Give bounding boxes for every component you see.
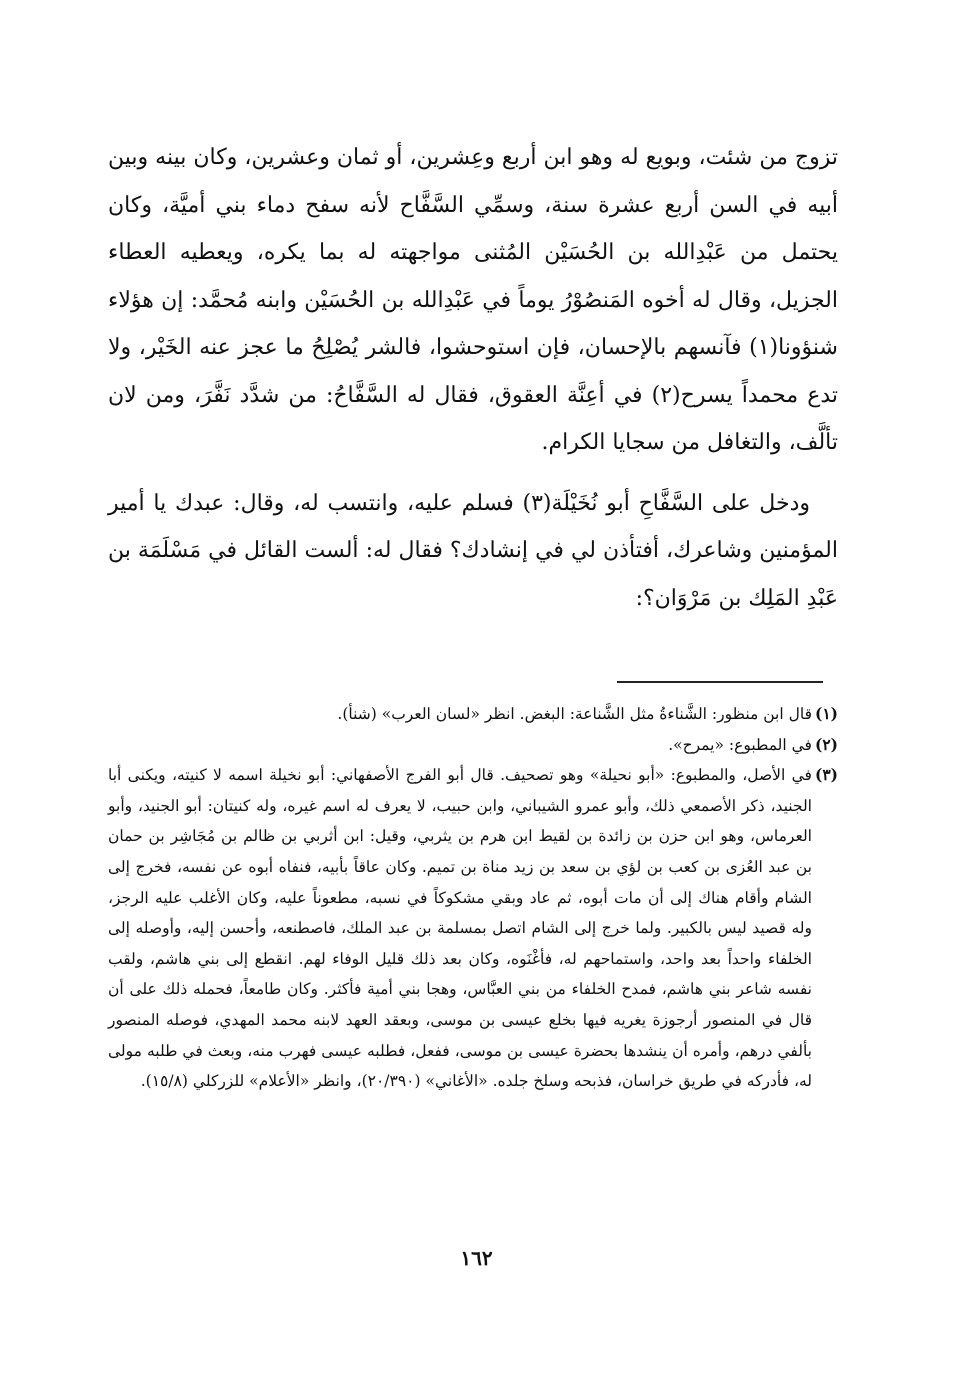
footnote-text: قال ابن منظور: الشَّناءةُ مثل الشَّناعة: البغض. انظر «لسان العرب» (شنأ).: [337, 705, 812, 723]
main-text: [108, 134, 838, 622]
footnotes: [108, 699, 838, 1097]
footnote-separator: [617, 681, 823, 683]
footnote-text: في المطبوع: «يمرح».: [668, 735, 812, 754]
footnote-text: في الأصل، والمطبوع: «أبو نحيلة» وهو تصحيف. قال أبو الفرج الأصفهاني: أبو نخيلة اسمه لا كنيته، ويكنى أبا الجنيد، ذكر الأصمعي ذلك، وأبو عمرو الشيباني، وابن حبيب، لا يعرف له اسم غيره، وله كنيتان: أبو الجنيد، وأبو العرماس، وهو ابن حزن بن زائدة بن لقيط ابن هرم بن يثربي، وقيل: ابن أثربي بن ظالم بن مُجَاشِر بن حمان بن عبد العُزى بن كعب بن لؤي بن سعد بن زيد مناة بن تميم. وكان عاقاً بأبيه، فنفاه أبوه عن نفسه، فخرج إلى الشام وأقام هناك إلى أن مات أبوه، ثم عاد وبقي مشكوكاً في نسبه، مطعوناً عليه، وكان الأغلب عليه الرجز، وله قصيد ليس بالكبير. ولما خرج إلى الشام اتصل بمسلمة بن عبد الملك، فاصطنعه، وأحسن إليه، وأوصله إلى الخلفاء واحداً بعد واحد، واستماحهم له، فأغْنَوه، وكان بعد ذلك قليل الوفاء لهم. انقطع إلى بني هاشم، ولقب نفسه شاعر بني هاشم، فمدح الخلفاء من بني العبَّاس، وهجا بني أمية فأكثر. وكان طامعاً، فحمله ذلك على أن قال في المنصور أرجوزة يغريه فيها بخلع عيسى بن موسى، وبعقد العهد لابنه محمد المهدي، فوصله المنصور بألفي درهم، وأمره أن ينشدها بحضرة عيسى بن موسى، ففعل، فطلبه عيسى فهرب منه، وبعث في طلبه مولى له، فأدركه في طريق خراسان، فذبحه وسلخ جلده. «الأغاني» (٢٠/٣٩٠)، وانظر «الأعلام» للزركلي (١٥/٨).: [108, 766, 812, 1091]
footnote-number: (٣): [814, 765, 838, 785]
main-paragraph: ودخل على السَّفَّاحِ أبو نُخَيْلَة(٣) فسلم عليه، وانتسب له، وقال: عبدك يا أمير المؤمنين وشاعرك، أفتأذن لي في إنشادك؟ فقال له: ألست القائل في مَسْلَمَة بن عَبْدِ المَلِك بن مَرْوَان؟:: [108, 490, 838, 611]
footnote-number: (١): [814, 704, 838, 723]
page-number: ١٦٢: [460, 1246, 493, 1270]
footnote: [108, 699, 838, 730]
main-paragraph: تزوج من شئت، وبويع له وهو ابن أربع وعِشرين، أو ثمان وعشرين، وكان بينه وبين أبيه في السن أربع عشرة سنة، وسمِّي السَّفَّاح لأنه سفح دماء بني أميَّة، وكان يحتمل من عَبْدِالله بن الحُسَيْن المُثنى مواجهته له بما يكره، ويعطيه العطاء الجزيل، وقال له أخوه المَنصُوْرُ يوماً في عَبْدِالله بن الحُسَيْن وابنه مُحمَّد: إن هؤلاء شنؤونا(١) فآنسهم بالإحسان، فإن استوحشوا، فالشر يُصْلِحُ ما عجز عنه الخَيْر، ولا تدع محمداً يسرح(٢) في أعِنَّة العقوق، فقال له السَّفَّاحُ: من شدَّد نَفَّرَ، ومن لان تألَّف، والتغافل من سجايا الكرام.: [108, 145, 838, 455]
footnote-number: (٢): [814, 734, 838, 754]
footnote: [108, 730, 838, 761]
footnote: [108, 760, 838, 1097]
